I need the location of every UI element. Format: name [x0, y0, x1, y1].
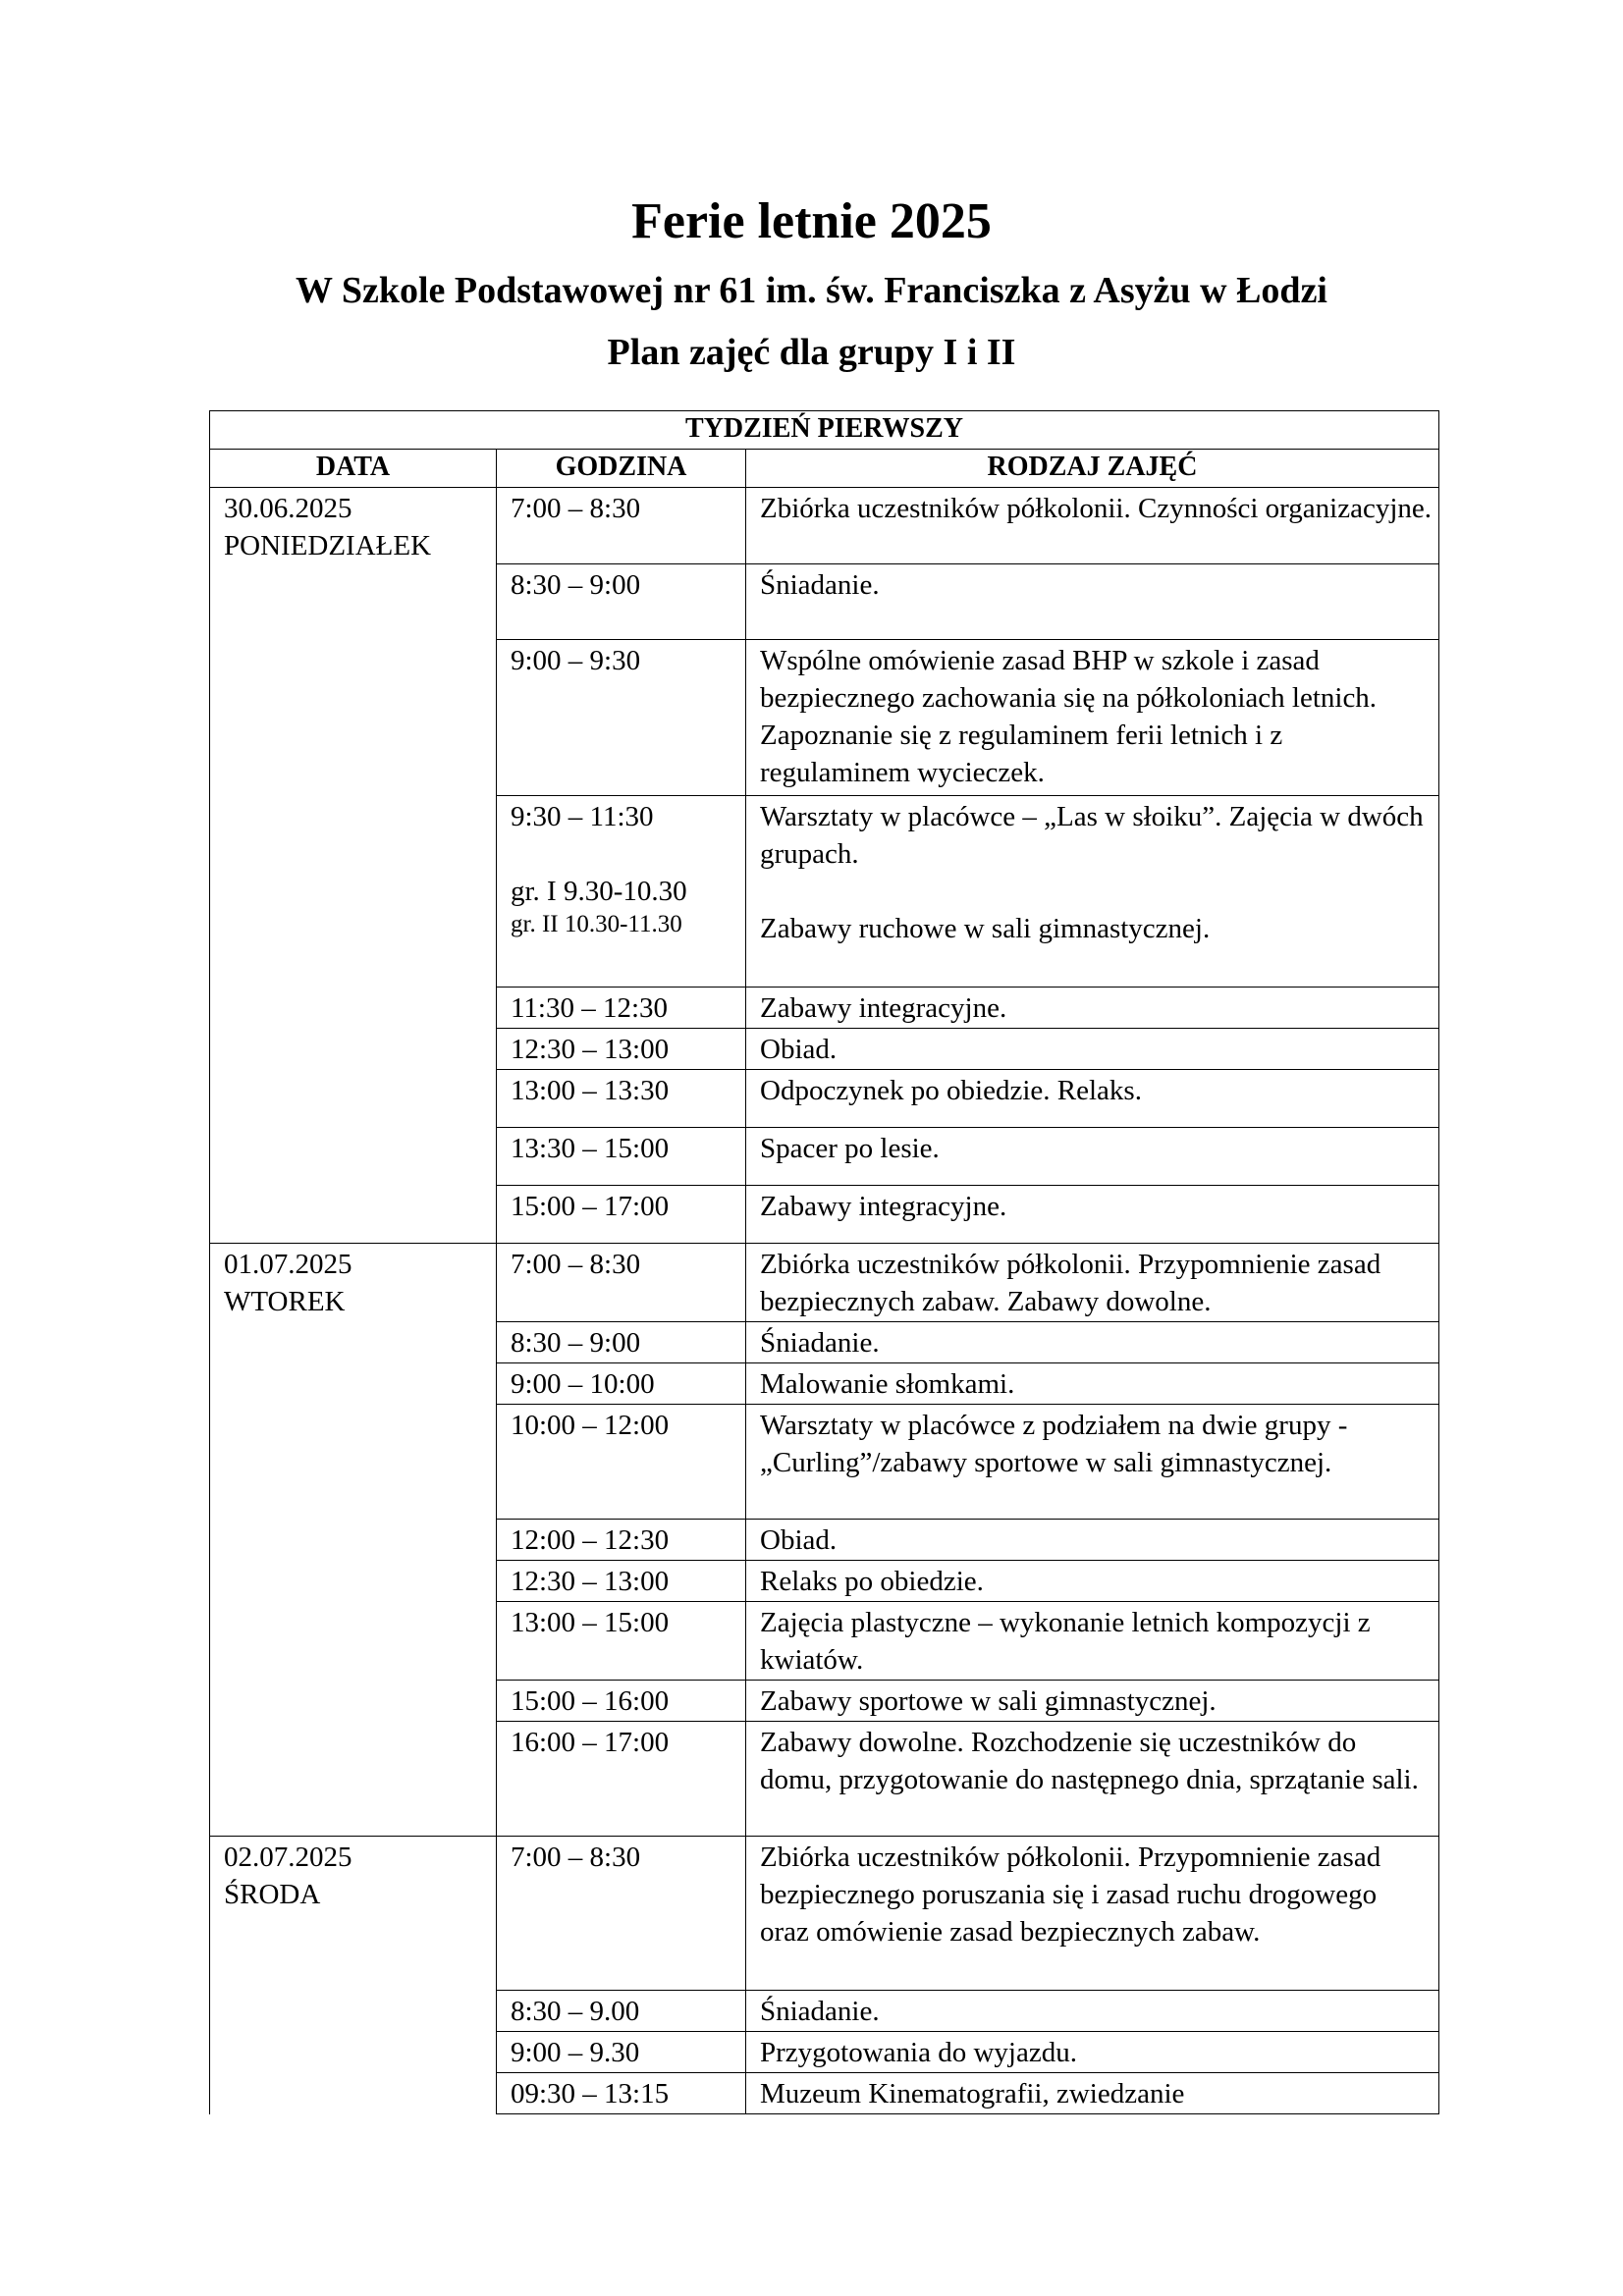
- activity-cell: Odpoczynek po obiedzie. Relaks.: [746, 1070, 1439, 1128]
- activity-cell: Obiad.: [746, 1520, 1439, 1561]
- table-row: [210, 1837, 1439, 1991]
- activity-cell: Zabawy sportowe w sali gimnastycznej.: [746, 1681, 1439, 1722]
- time-cell: 12:30 – 13:00: [497, 1561, 746, 1602]
- activity-cell: Spacer po lesie.: [746, 1128, 1439, 1186]
- school-name: W Szkole Podstawowej nr 61 im. św. Franciszka z Asyżu w Łodzi: [296, 270, 1327, 311]
- activity-cell: Śniadanie.: [746, 1991, 1439, 2032]
- time-cell: 15:00 – 17:00: [497, 1186, 746, 1244]
- time-cell: 12:30 – 13:00: [497, 1029, 746, 1070]
- week-header-row: [210, 411, 1439, 450]
- time-cell: 16:00 – 17:00: [497, 1722, 746, 1837]
- day-cell: [210, 1244, 497, 1837]
- table-row: [210, 1244, 1439, 1322]
- activity-cell: Muzeum Kinematografii, zwiedzanie: [746, 2073, 1439, 2114]
- time-cell: 9:00 – 9:30: [497, 640, 746, 796]
- time-cell: 11:30 – 12:30: [497, 988, 746, 1029]
- column-header-activity: RODZAJ ZAJĘĆ: [746, 450, 1439, 488]
- schedule-table: [209, 410, 1439, 2114]
- day-cell: [210, 1837, 497, 2114]
- activity-cell: Zbiórka uczestników półkolonii. Przypomnienie zasad bezpiecznego poruszania się i zasad ruchu drogowego oraz omówienie zasad bezpiecznych zabaw.: [746, 1837, 1439, 1991]
- table-row: [210, 488, 1439, 564]
- group-activity-text: Zabawy ruchowe w sali gimnastycznej.: [760, 913, 1211, 944]
- time-cell: 7:00 – 8:30: [497, 1244, 746, 1322]
- activity-cell: Przygotowania do wyjazdu.: [746, 2032, 1439, 2073]
- time-cell: 9:00 – 9.30: [497, 2032, 746, 2073]
- activity-cell: Obiad.: [746, 1029, 1439, 1070]
- day-weekday: ŚRODA: [224, 1879, 321, 1910]
- day-weekday: PONIEDZIAŁEK: [224, 530, 432, 561]
- group2-time: gr. II 10.30-11.30: [511, 911, 682, 937]
- column-header-time: GODZINA: [497, 450, 746, 488]
- activity-cell: [746, 796, 1439, 988]
- activity-cell: Śniadanie.: [746, 564, 1439, 640]
- time-cell: 12:00 – 12:30: [497, 1520, 746, 1561]
- time-cell: 10:00 – 12:00: [497, 1405, 746, 1520]
- time-cell: 09:30 – 13:15: [497, 2073, 746, 2114]
- activity-cell: Warsztaty w placówce z podziałem na dwie grupy - „Curling”/zabawy sportowe w sali gimnastycznej.: [746, 1405, 1439, 1520]
- activity-cell: Zajęcia plastyczne – wykonanie letnich kompozycji z kwiatów.: [746, 1602, 1439, 1681]
- activity-cell: Malowanie słomkami.: [746, 1363, 1439, 1405]
- time-cell: [497, 796, 746, 988]
- time-cell: 15:00 – 16:00: [497, 1681, 746, 1722]
- activity-cell: Relaks po obiedzie.: [746, 1561, 1439, 1602]
- time-cell: 7:00 – 8:30: [497, 488, 746, 564]
- plan-title: Plan zajęć dla grupy I i II: [607, 332, 1016, 373]
- time-cell: 13:00 – 13:30: [497, 1070, 746, 1128]
- day-date: 02.07.2025: [224, 1842, 352, 1873]
- activity-cell: Zabawy dowolne. Rozchodzenie się uczestników do domu, przygotowanie do następnego dnia, sprzątanie sali.: [746, 1722, 1439, 1837]
- activity-cell: Zbiórka uczestników półkolonii. Przypomnienie zasad bezpiecznych zabaw. Zabawy dowolne.: [746, 1244, 1439, 1322]
- activity-cell: Zbiórka uczestników półkolonii. Czynności organizacyjne.: [746, 488, 1439, 564]
- time-cell: 7:00 – 8:30: [497, 1837, 746, 1991]
- activity-cell: Śniadanie.: [746, 1322, 1439, 1363]
- page-title: Ferie letnie 2025: [631, 193, 992, 249]
- group1-time: gr. I 9.30-10.30: [511, 876, 687, 907]
- activity-cell: Zabawy integracyjne.: [746, 1186, 1439, 1244]
- time-text: 9:30 – 11:30: [511, 801, 654, 832]
- time-cell: 8:30 – 9.00: [497, 1991, 746, 2032]
- activity-text: Warsztaty w placówce – „Las w słoiku”. Zajęcia w dwóch grupach.: [760, 801, 1424, 870]
- time-cell: 8:30 – 9:00: [497, 564, 746, 640]
- day-date: 01.07.2025: [224, 1249, 352, 1280]
- time-cell: 13:00 – 15:00: [497, 1602, 746, 1681]
- time-cell: 8:30 – 9:00: [497, 1322, 746, 1363]
- week-title: TYDZIEŃ PIERWSZY: [210, 411, 1439, 450]
- day-date: 30.06.2025: [224, 493, 352, 524]
- activity-cell: Wspólne omówienie zasad BHP w szkole i zasad bezpiecznego zachowania się na półkoloniach letnich. Zapoznanie się z regulaminem ferii letnich i z regulaminem wycieczek.: [746, 640, 1439, 796]
- day-cell: [210, 488, 497, 1244]
- day-weekday: WTOREK: [224, 1286, 346, 1317]
- column-header-row: [210, 450, 1439, 488]
- column-header-date: DATA: [210, 450, 497, 488]
- time-cell: 9:00 – 10:00: [497, 1363, 746, 1405]
- time-cell: 13:30 – 15:00: [497, 1128, 746, 1186]
- activity-cell: Zabawy integracyjne.: [746, 988, 1439, 1029]
